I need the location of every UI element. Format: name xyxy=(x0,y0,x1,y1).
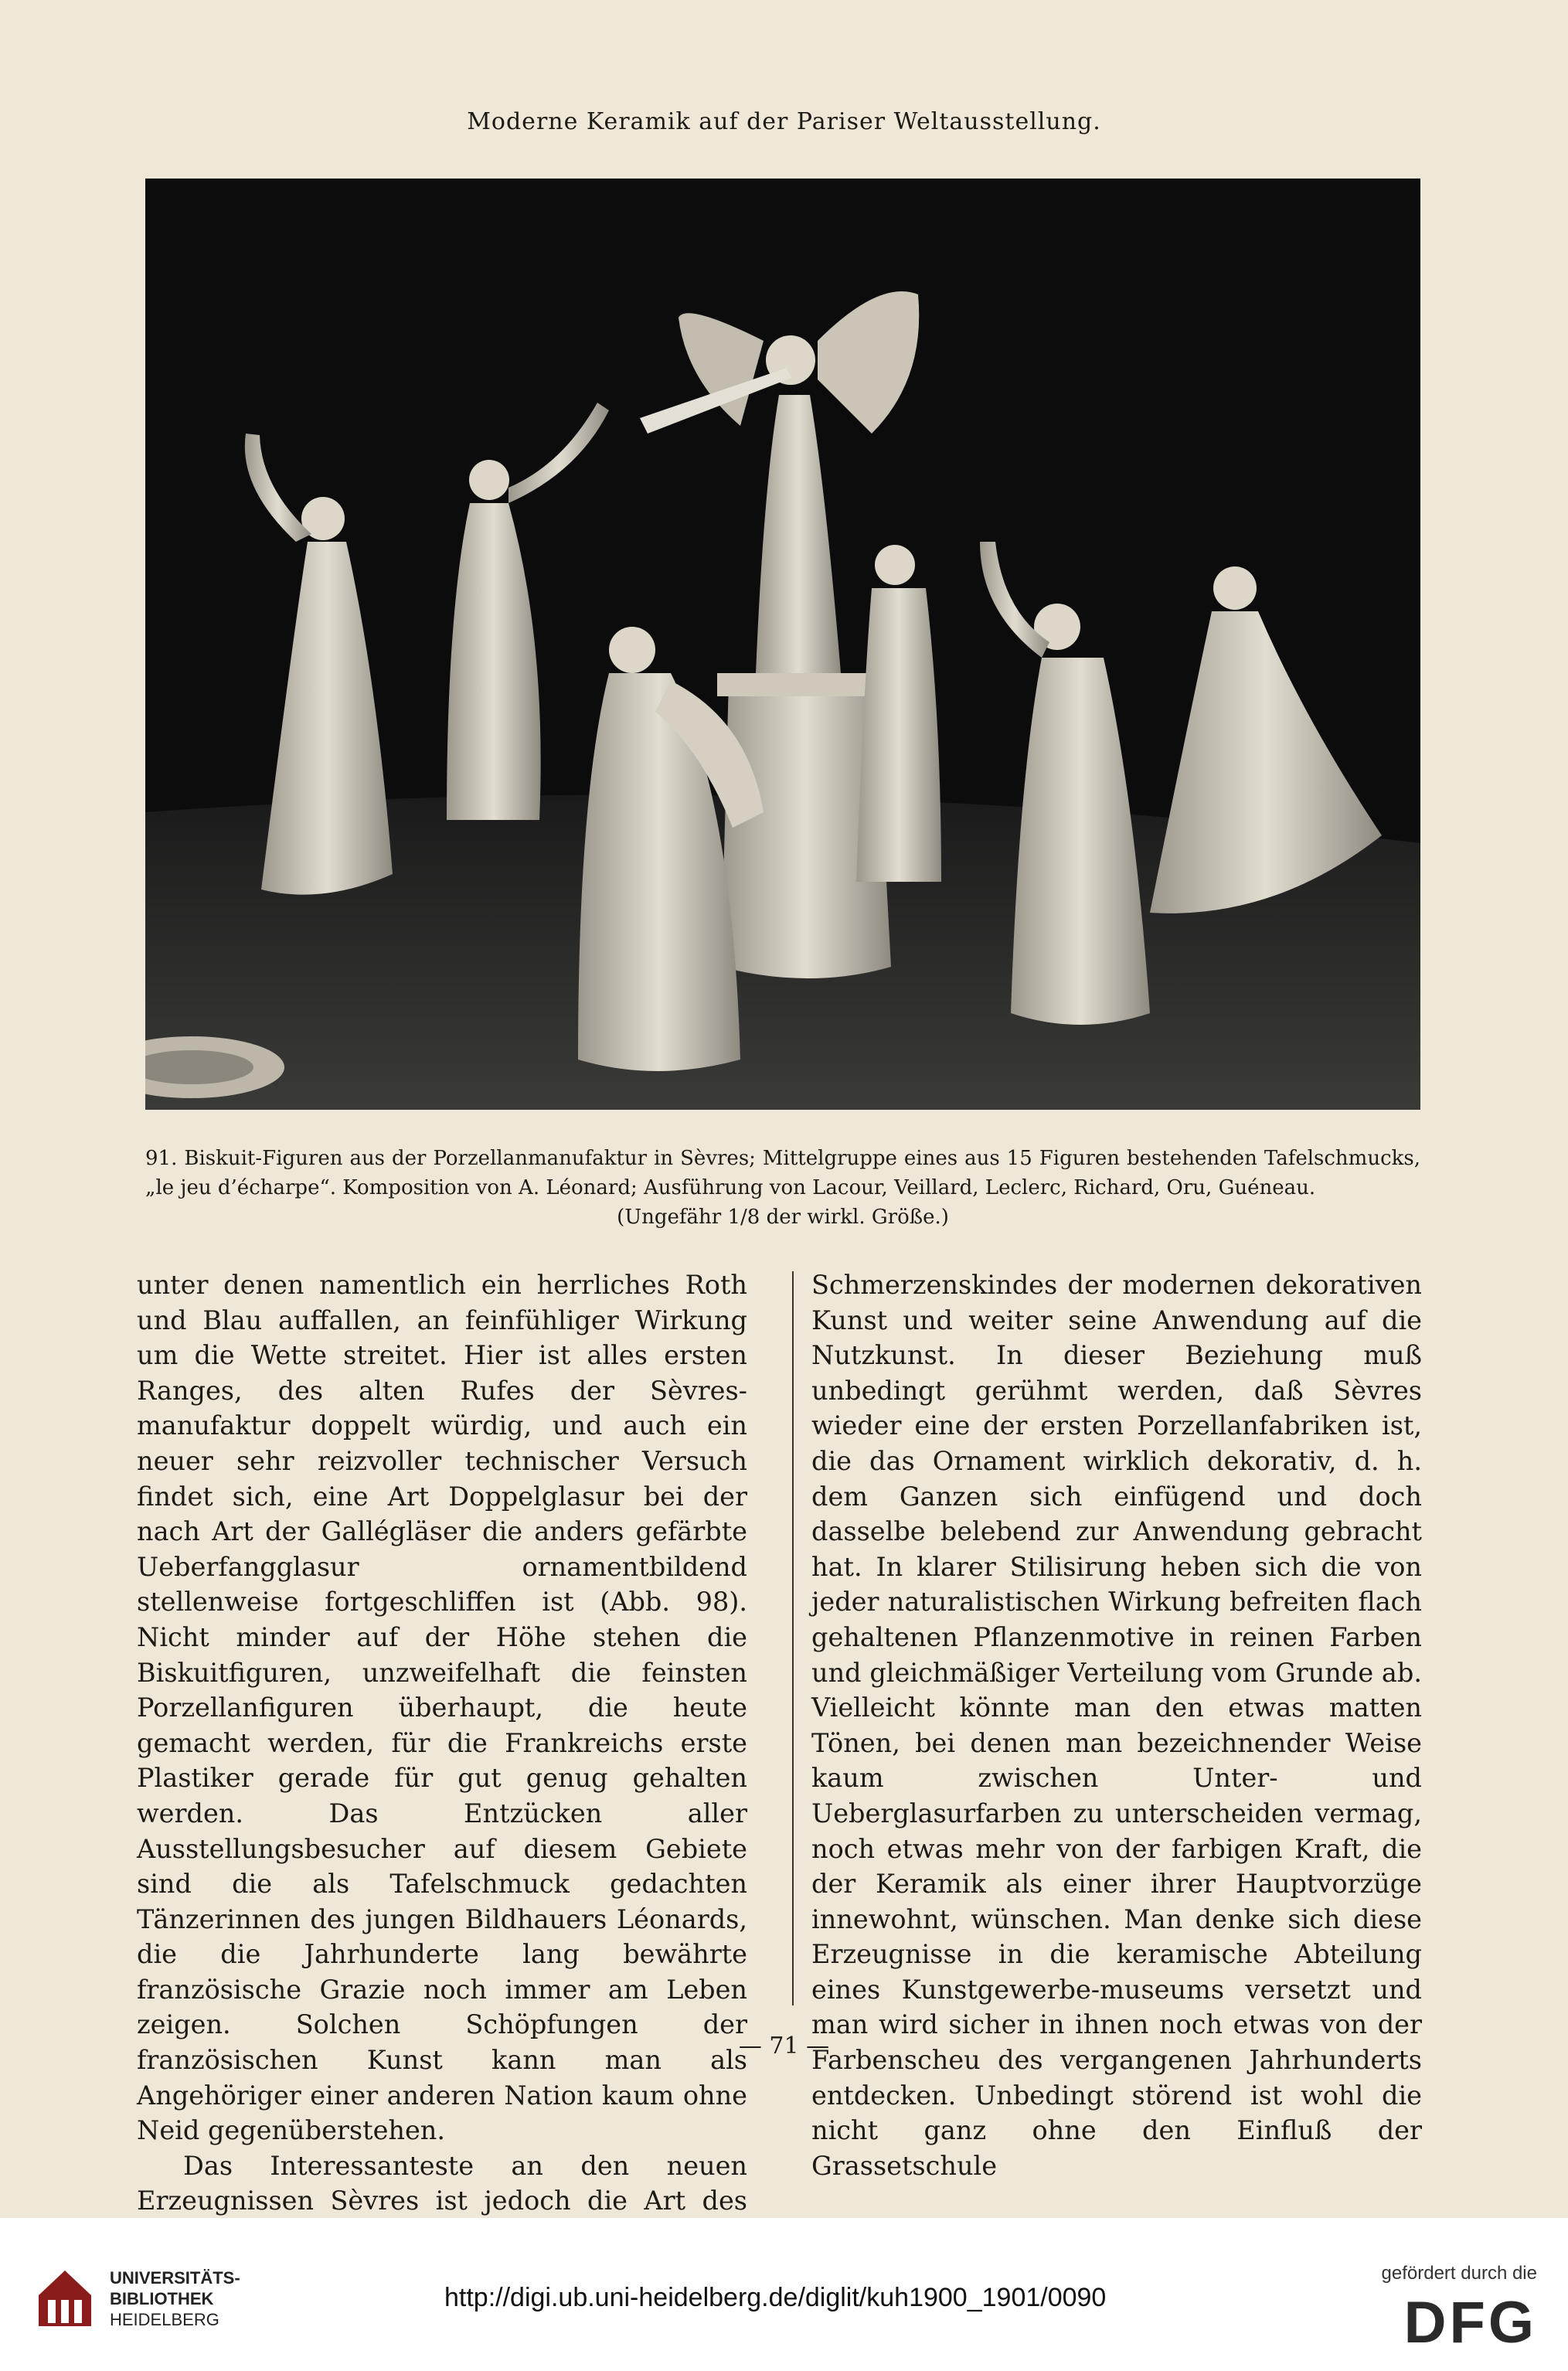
library-name-line: UNIVERSITÄTS- xyxy=(110,2267,240,2288)
funding-label: gefördert durch die xyxy=(1381,2263,1537,2284)
text-column-left xyxy=(137,1267,747,2254)
porcelain-figures-illustration xyxy=(145,179,1420,1110)
paragraph: Schmerzenskindes der modernen dekorativen Kunst und weiter seine Anwendung auf die Nutzkunst. In dieser Beziehung muß unbedingt gerühmt werden, daß Sèvres wieder eine der ersten Porzellanfabriken ist, die das Ornament wirklich dekorativ, d. h. dem Ganzen sich einfügend und doch dasselbe belebend zur Anwendung gebracht hat. In klarer Stilisirung heben sich die von jeder naturalistischen Wirkung befreiten flach gehaltenen Pflanzenmotive in reinen Farben und gleichmäßiger Verteilung vom Grunde ab. Vielleicht könnte man den etwas matten Tönen, bei denen man bezeichnender Weise kaum zwischen Unter- und Ueberglasurfarben zu unterscheiden vermag, noch etwas mehr von der farbigen Kraft, die der Keramik als einer ihrer Hauptvorzüge innewohnt, wünschen. Man denke sich diese Erzeugnisse in die keramische Abteilung eines Kunstgewerbe-museums versetzt und man wird sicher in ihnen noch etwas von der Farbenscheu des vergangenen Jahrhunderts entdecken. Unbedingt störend ist wohl die nicht ganz ohne den Einfluß der Grassetschule xyxy=(811,1270,1422,2181)
digitization-footer xyxy=(0,2218,1568,2371)
library-name-line: HEIDELBERG xyxy=(110,2309,219,2329)
paragraph: unter denen namentlich ein herrliches Roth und Blau auffallen, an feinfühliger Wirkung um die Wette streitet. Hier ist alles ersten Ranges, des alten Rufes der Sèvres-manufaktur doppelt würdig, und auch ein neuer sehr reizvoller technischer Versuch findet sich, eine Art Doppelglasur bei der nach Art der Gallégläser die anders gefärbte Ueberfangglasur ornamentbildend stellenweise fortgeschliffen ist (Abb. 98). Nicht minder auf der Höhe stehen die Biskuitfiguren, unzweifelhaft die feinsten Porzellanfiguren überhaupt, die heute gemacht werden, für die Frankreichs erste Plastiker gerade für gut genug gehalten werden. Das Entzücken aller Ausstellungsbesucher auf diesem Gebiete sind die als Tafelschmuck gedachten Tänzerinnen des jungen Bildhauers Léonards, die die Jahrhunderte lang bewährte französische Grazie noch immer am Leben zeigen. Solchen Schöpfungen der französischen Kunst kann man als Angehöriger einer anderen Nation kaum ohne Neid gegenüberstehen. xyxy=(137,1270,747,2146)
figure-caption xyxy=(145,1144,1420,1232)
figure-photograph xyxy=(145,179,1420,1110)
dfg-logo-icon: DFG xyxy=(1403,2290,1537,2356)
column-divider xyxy=(792,1271,794,2005)
library-logo[interactable] xyxy=(31,2264,240,2332)
caption-line-1: 91. Biskuit-Figuren aus der Porzellanmanufaktur in Sèvres; Mittelgruppe eines aus 15 Figuren bestehenden Tafelschmucks, xyxy=(145,1147,1420,1170)
page-number: — 71 — xyxy=(738,2033,830,2060)
caption-line-2: „le jeu d’écharpe“. Komposition von A. Léonard; Ausführung von Lacour, Veillard, Leclerc, Richard, Oru, Guéneau. xyxy=(145,1176,1316,1199)
library-logo-icon xyxy=(31,2264,99,2332)
caption-line-3: (Ungefähr 1/8 der wirkl. Größe.) xyxy=(617,1206,949,1229)
library-name xyxy=(110,2267,240,2330)
paragraph: Das Interessanteste an den neuen Erzeugnissen Sèvres ist jedoch die Art des xyxy=(137,2150,747,2216)
library-name-line: BIBLIOTHEK xyxy=(110,2288,214,2308)
permalink-url[interactable]: http://digi.ub.uni-heidelberg.de/diglit/kuh1900_1901/0090 xyxy=(444,2283,1107,2312)
running-title: Moderne Keramik auf der Pariser Weltausstellung. xyxy=(467,108,1101,135)
